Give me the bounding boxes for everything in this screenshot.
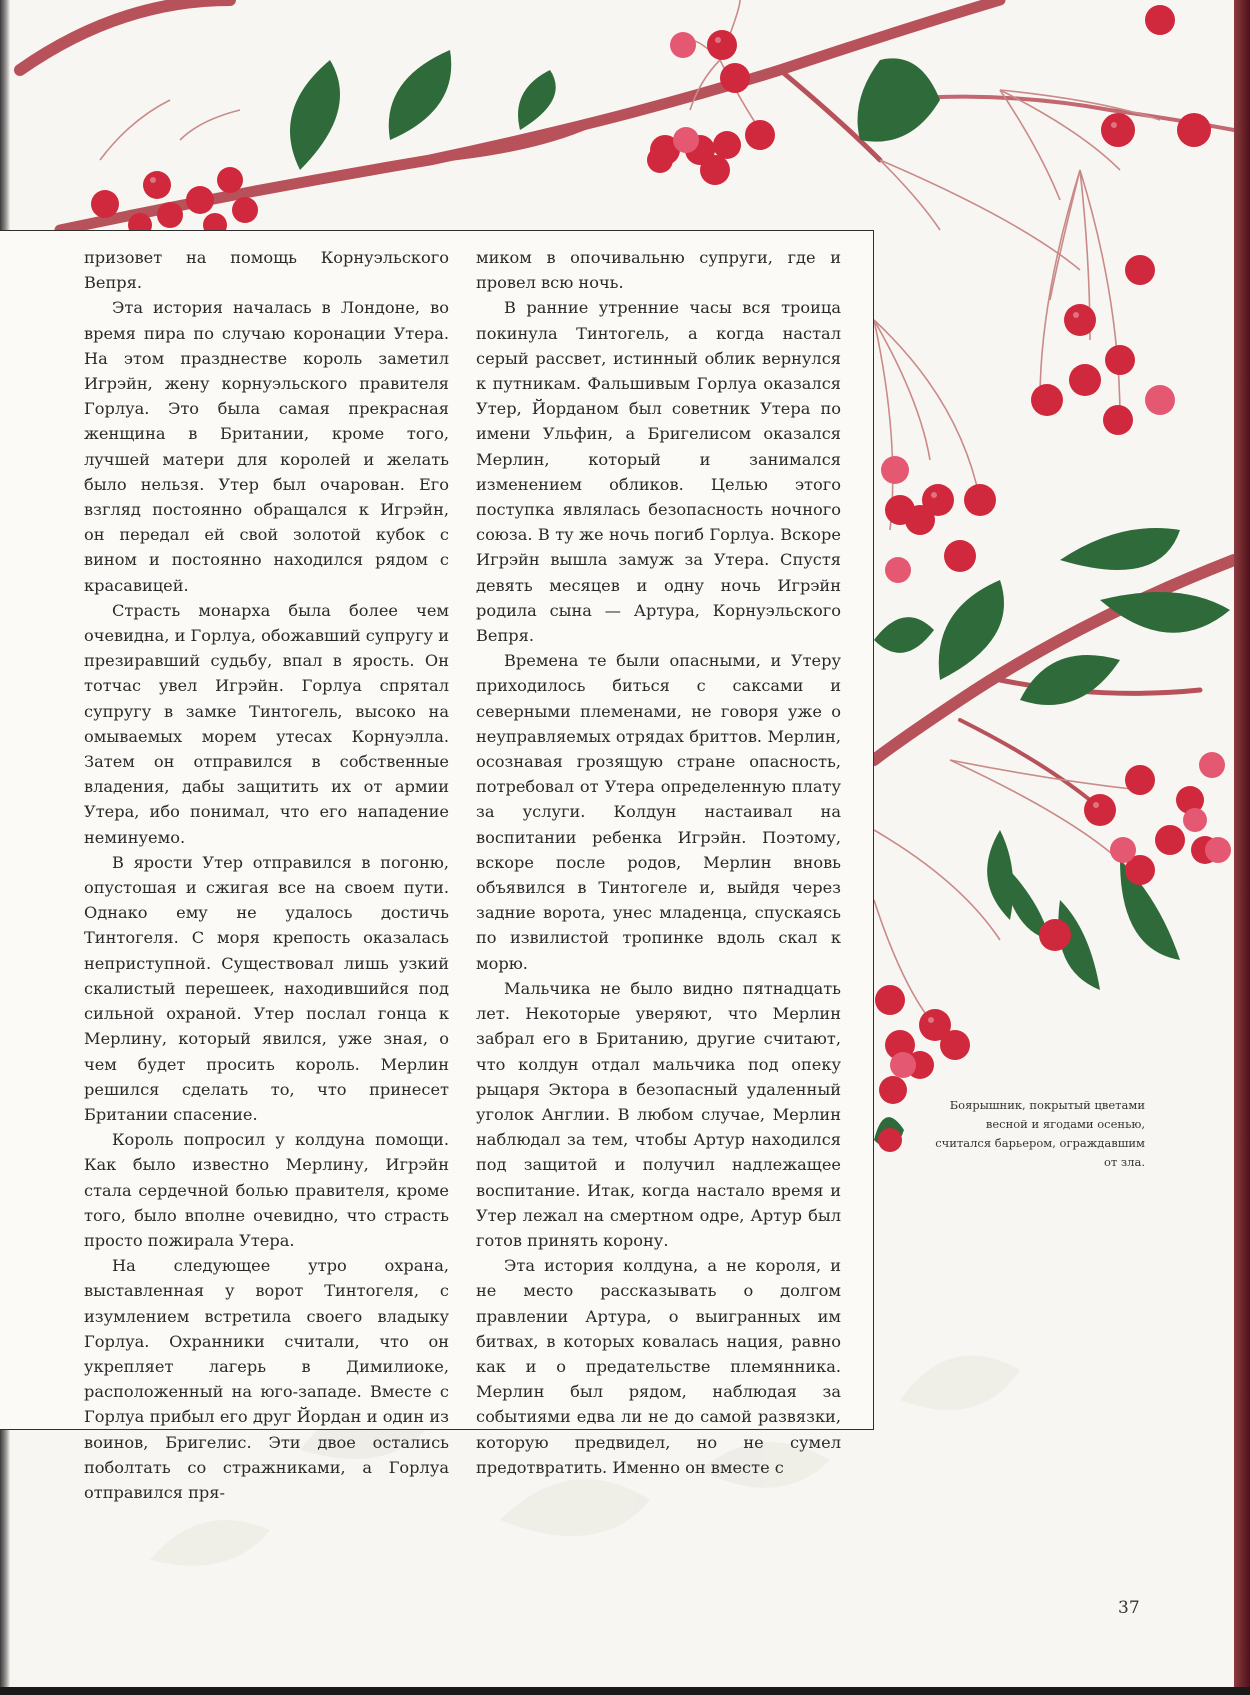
illustration-caption: Боярышник, покрытый цветами весной и ягодами осенью, считался барьером, ограждавшим от зла. [935, 1098, 1145, 1169]
paragraph: Король попросил у колдуна помощи. Как было известно Мерлину, Игрэйн стала сердечной болью правителя, кроме того, было вполне очевидно, что страсть просто пожирала Утера. [84, 1130, 449, 1250]
paragraph: Эта история началась в Лондоне, во время пира по случаю коронации Утера. На этом празднестве король заметил Игрэйн, жену корнуэльского правителя Горлуа. Это была самая прекрасная женщина в Британии, кроме того, лучшей матери для королей и желать было нельзя. Утер был очарован. Его взгляд постоянно обращался к Игрэйн, он передал ей свой золотой кубок с вином и постоянно находился рядом с красавицей. [84, 298, 449, 595]
page-bottom-edge [0, 1687, 1250, 1695]
paragraph: Страсть монарха была более чем очевидна, и Горлуа, обожавший супругу и презиравший судьбу, впал в ярость. Он тотчас увел Игрэйн. Горлуа спрятал супругу в замке Тинтогель, высоко на омываемых морем утесах Корнуэлла. Затем он отправился в собственные владения, дабы защитить их от армии Утера, ибо понимал, что его нападение неминуемо. [84, 600, 450, 847]
page-number: 37 [1118, 1598, 1140, 1618]
text-panel [0, 230, 874, 1502]
paragraph: миком в опочивальню супруги, где и провел всю ночь. [476, 248, 841, 293]
paragraph: Мальчика не было видно пятнадцать лет. Некоторые уверяют, что Мерлин забрал его в Британию, другие считают, что колдун отдал мальчика под опеку рыцаря Эктора в безопасный удаленный уголок Англии. В любом случае, Мерлин наблюдал за тем, чтобы Артур находился под защитой и получил надлежащее воспитание. Итак, когда настало время и Утер лежал на смертном одре, Артур был готов принять корону. [476, 978, 841, 1250]
paragraph: На следующее утро охрана, выставленная у ворот Тинтогеля, с изумлением встретила своего владыку Горлуа. Охранники считали, что он укрепляет лагерь в Димилиоке, расположенный на юго-западе. Вместе с Горлуа прибыл его друг Йордан и один из воинов, Бригелис. Эти двое остались поболтать со стражниками, а Горлуа отправился пря- [84, 1256, 449, 1502]
cover-edge [1234, 0, 1250, 1695]
paragraph: призовет на помощь Корнуэльского Вепря. [84, 248, 449, 293]
paragraph: Эта история колдуна, а не короля, и не место рассказывать о долгом правлении Артура, о выигранных им битвах, в которых ковалась нация, равно как и о предательстве племянника. Мерлин был рядом, наблюдая за событиями едва ли не до самой развязки, которую предвидел, но не сумел предотвратить. Именно он вместе с [476, 1256, 841, 1477]
text-column-right [476, 245, 841, 1480]
paragraph: В ярости Утер отправился в погоню, опустошая и сжигая все на своем пути. Однако ему не удалось достичь Тинтогеля. С моря крепость оказалась неприступной. Существовал лишь узкий скалистый перешеек, находившийся под сильной охраной. Утер послал гонца к Мерлину, который явился, уже зная, о чем будет просить король. Мерлин решился сделать то, что принесет Британии спасение. [84, 852, 449, 1124]
paragraph: В ранние утренние часы вся троица покинула Тинтогель, а когда настал серый рассвет, истинный облик вернулся к путникам. Фальшивым Горлуа оказался Утер, Йорданом был советник Утера по имени Ульфин, а Бригелисом оказался Мерлин, который и занимался изменением обликов. Целью этого поступка являлась безопасность ночного союза. В ту же ночь погиб Горлуа. Вскоре Игрэйн вышла замуж за Утера. Спустя девять месяцев и одну ночь Игрэйн родила сына — Артура, Корнуэльского Вепря. [476, 298, 841, 646]
text-column-left [84, 245, 449, 1505]
paragraph: Времена те были опасными, и Утеру приходилось биться с саксами и северными племенами, не говоря уже о неуправляемых отрядах бриттов. Мерлин, осознавая грозящую стране опасность, потребовал от Утера определенную плату за услуги. Колдун настаивал на воспитании ребенка Игрэйн. Поэтому, вскоре после родов, Мерлин вновь объявился в Тинтогеле и, выйдя через задние ворота, унес младенца, спускаясь по извилистой тропинке вдоль скал к морю. [476, 651, 841, 973]
